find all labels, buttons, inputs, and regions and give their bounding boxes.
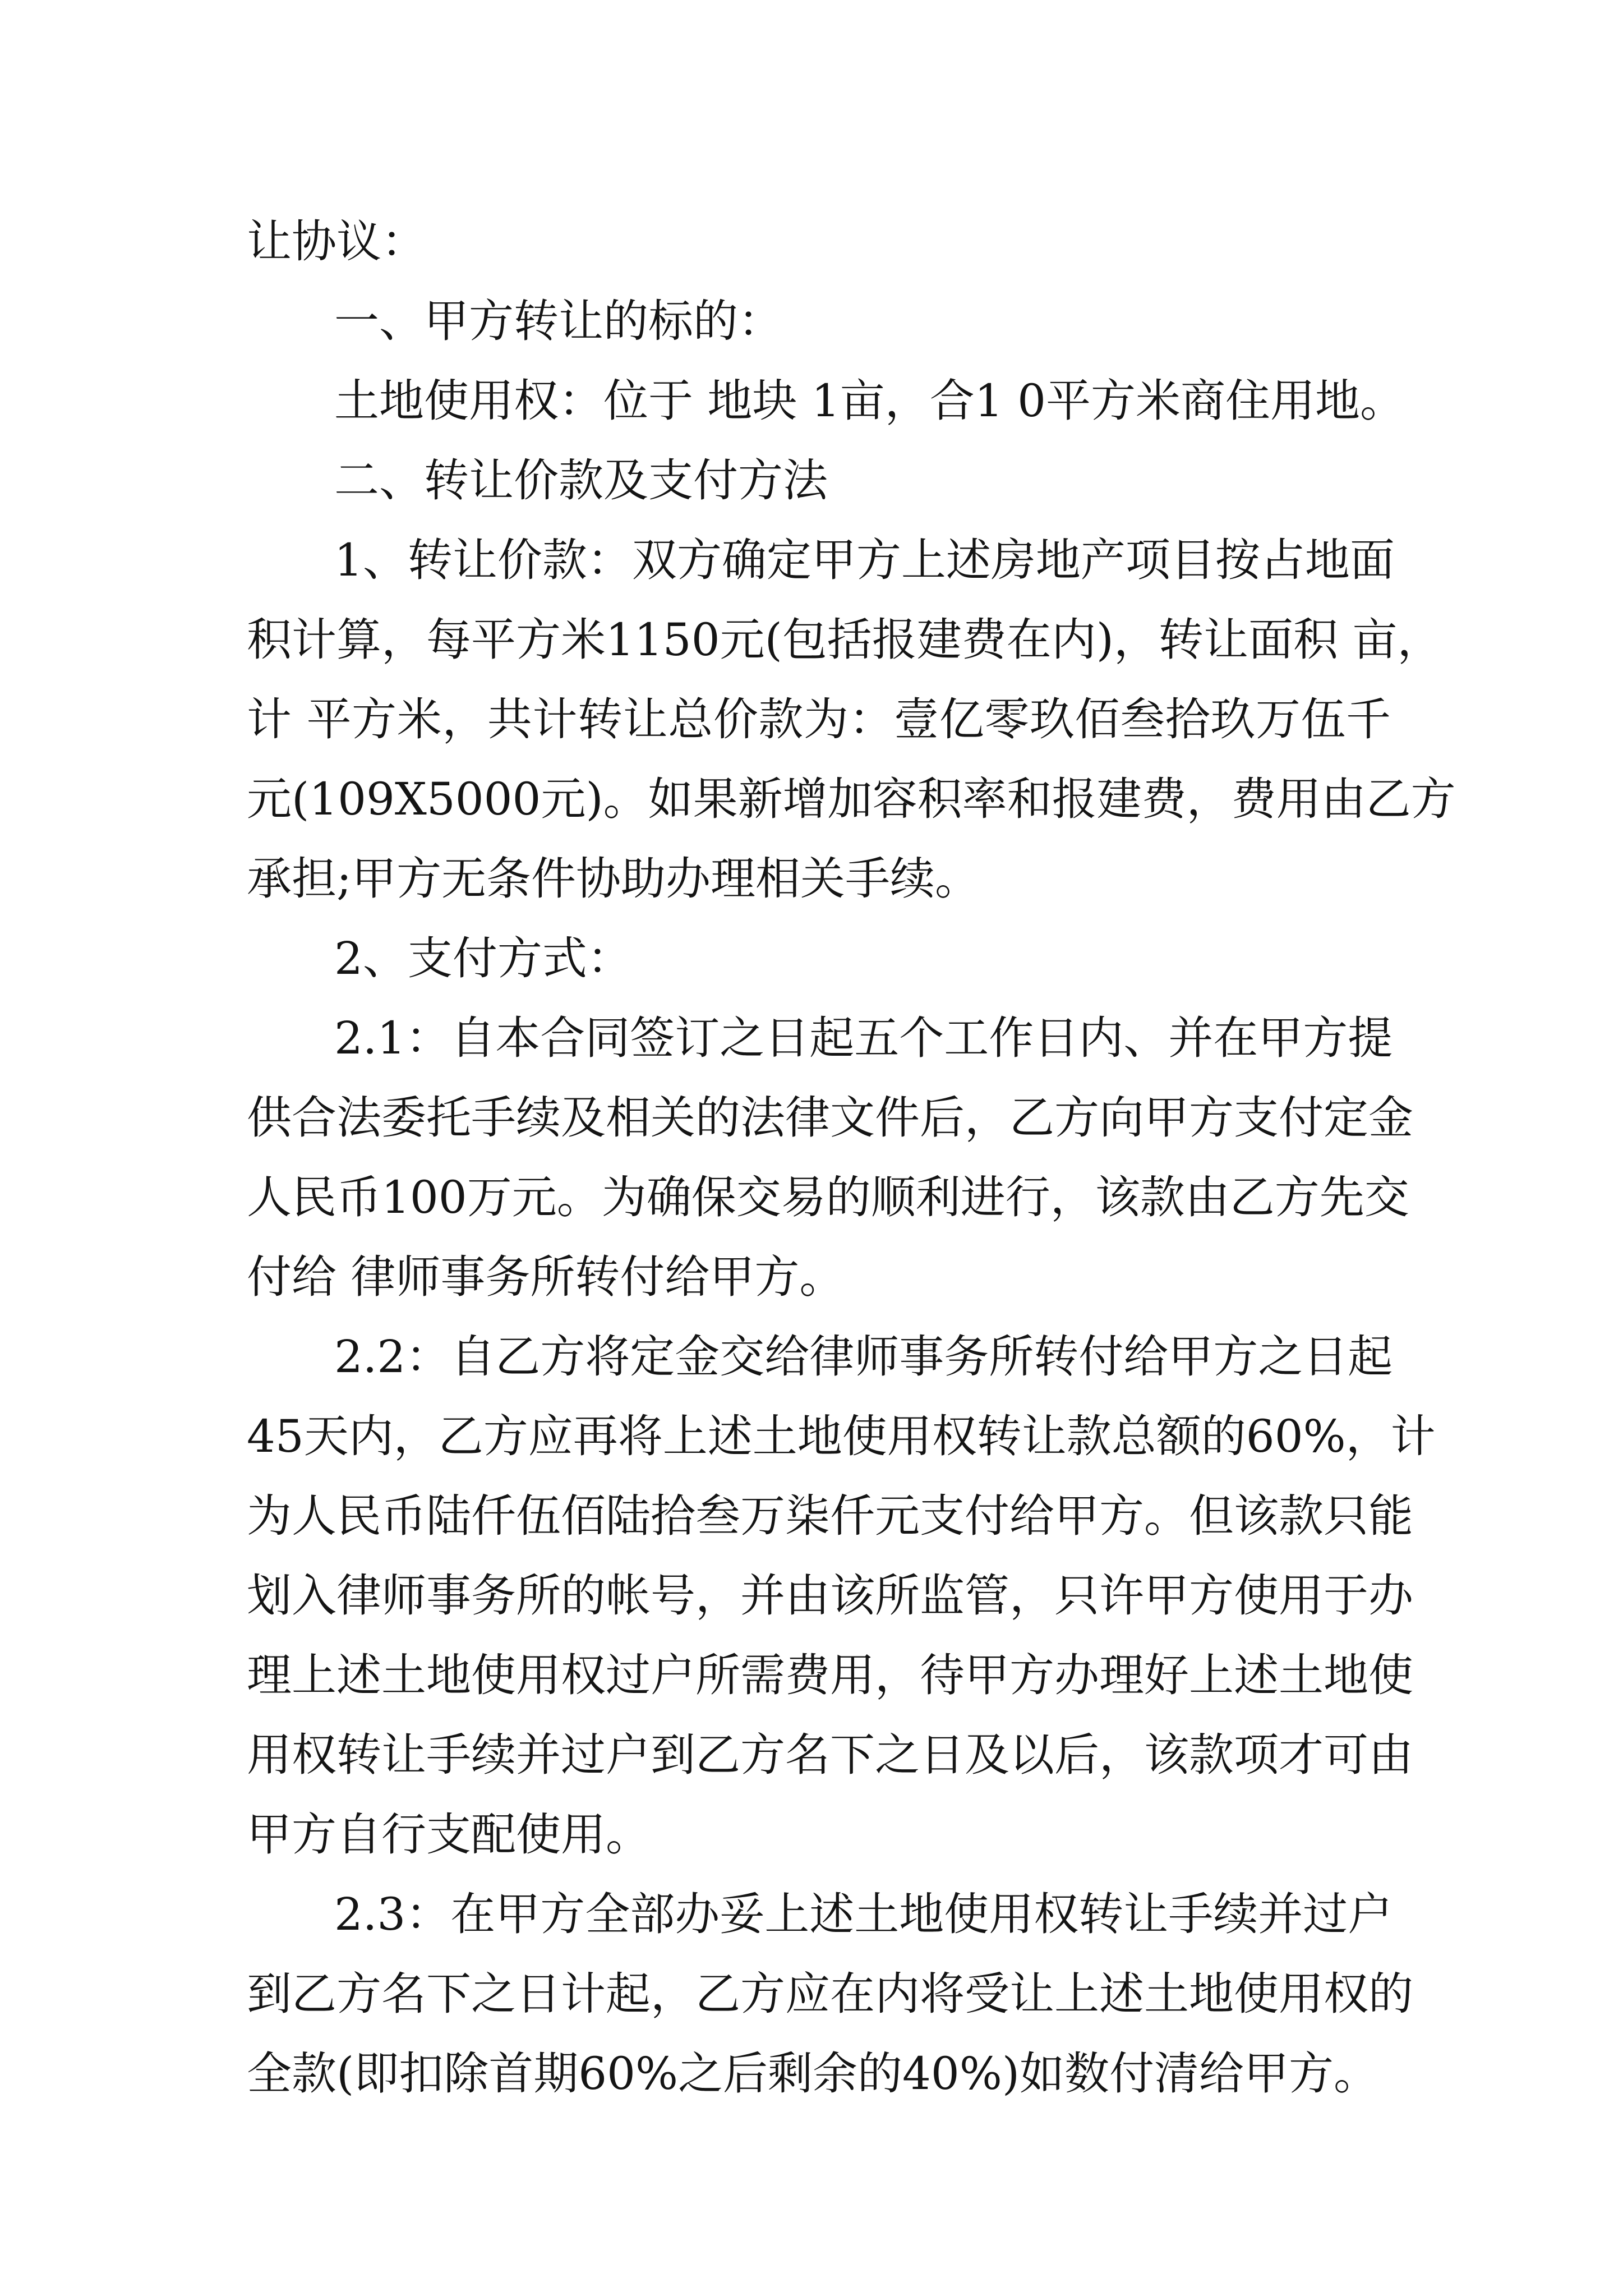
- section-heading: 2、支付方式：: [334, 932, 632, 984]
- section-heading: 二、转让价款及支付方法: [334, 454, 828, 507]
- text-line: 45天内，乙方应再将上述土地使用权转让款总额的60%，计: [247, 1410, 1436, 1462]
- text-line: 1、转让价款：双方确定甲方上述房地产项目按占地面: [334, 534, 1395, 586]
- text-line: 让协议：: [247, 215, 426, 268]
- text-line: 承担;甲方无条件协助办理相关手续。: [247, 853, 980, 905]
- text-line: 2.1：自本合同签订之日起五个工作日内、并在甲方提: [334, 1012, 1393, 1064]
- text-line: 为人民币陆仟伍佰陆拾叁万柒仟元支付给甲方。但该款只能: [247, 1490, 1413, 1542]
- text-line: 全款(即扣除首期60%之后剩余的40%)如数付清给甲方。: [247, 2047, 1379, 2100]
- text-line: 土地使用权：位于 地块 1亩，合1 0平方米商住用地。: [334, 375, 1405, 427]
- text-line: 划入律师事务所的帐号，并由该所监管，只许甲方使用于办: [247, 1570, 1413, 1622]
- text-line: 2.2：自乙方将定金交给律师事务所转付给甲方之日起: [334, 1331, 1393, 1383]
- section-heading: 一、甲方转让的标的：: [334, 295, 783, 347]
- text-line: 付给 律师事务所转付给甲方。: [247, 1251, 845, 1303]
- document-body: [247, 202, 1456, 2114]
- text-line: 理上述土地使用权过户所需费用，待甲方办理好上述土地使: [247, 1649, 1413, 1701]
- text-line: 用权转让手续并过户到乙方名下之日及以后，该款项才可由: [247, 1729, 1413, 1781]
- text-line: 计 平方米，共计转让总价款为：壹亿零玖佰叁拾玖万伍千: [247, 693, 1391, 746]
- text-line: 元(109X5000元)。如果新增加容积率和报建费，费用由乙方: [247, 773, 1456, 825]
- text-line: 甲方自行支配使用。: [247, 1809, 651, 1861]
- text-line: 2.3：在甲方全部办妥上述土地使用权转让手续并过户: [334, 1888, 1393, 1940]
- text-line: 人民币100万元。为确保交易的顺利进行，该款由乙方先交: [247, 1171, 1409, 1223]
- text-line: 到乙方名下之日计起，乙方应在内将受让上述土地使用权的: [247, 1968, 1413, 2020]
- text-line: 积计算，每平方米1150元(包括报建费在内)，转让面积 亩，: [247, 614, 1442, 666]
- text-line: 供合法委托手续及相关的法律文件后，乙方向甲方支付定金: [247, 1092, 1413, 1144]
